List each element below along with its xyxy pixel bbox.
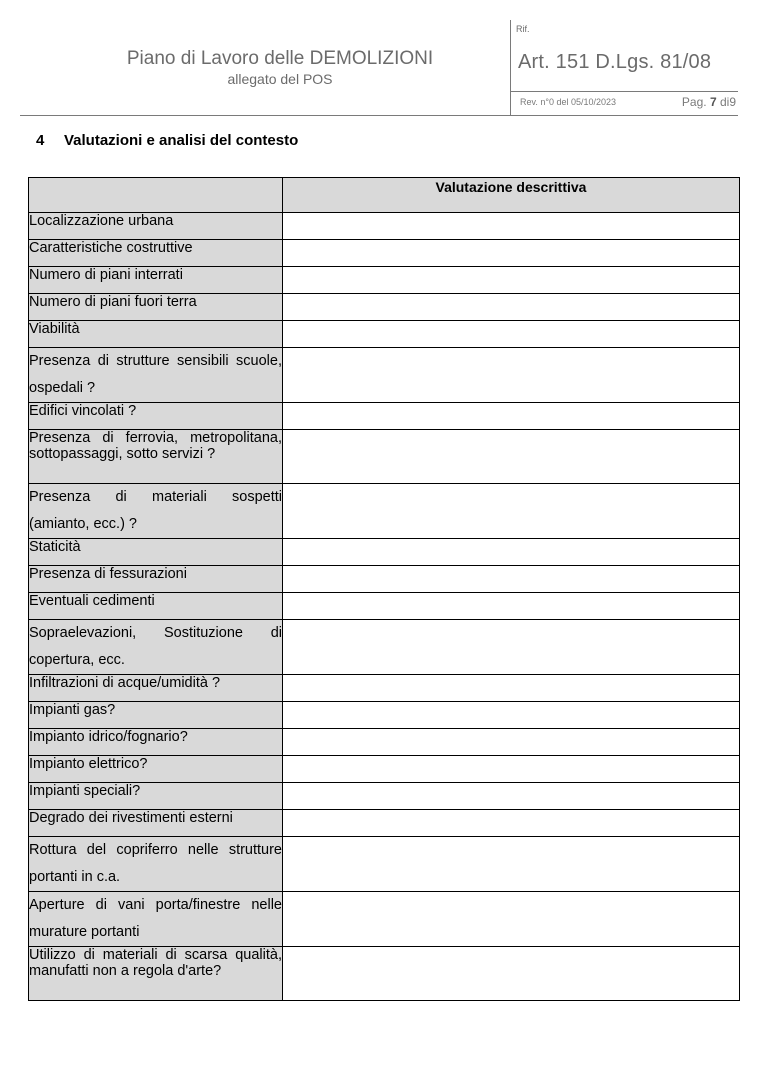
- table-row: [29, 321, 740, 348]
- table-row: [29, 430, 740, 484]
- table-row: [29, 675, 740, 702]
- row-label: Viabilità: [29, 321, 283, 348]
- table-row: [29, 892, 740, 947]
- page-number: [682, 95, 736, 109]
- revision-info: Rev. n°0 del 05/10/2023: [520, 97, 617, 107]
- row-label: Impianto elettrico?: [29, 756, 283, 783]
- row-label: Localizzazione urbana: [29, 213, 283, 240]
- row-value-cell[interactable]: [283, 892, 740, 947]
- table-row: [29, 702, 740, 729]
- table-row: [29, 837, 740, 892]
- row-label: Presenza di strutture sensibili scuole, ospedali ?: [29, 348, 283, 403]
- section-title: Valutazioni e analisi del contesto: [64, 132, 299, 149]
- context-evaluation-table: [28, 177, 740, 1001]
- row-label: Presenza di fessurazioni: [29, 566, 283, 593]
- row-label: Edifici vincolati ?: [29, 403, 283, 430]
- row-value-cell[interactable]: [283, 267, 740, 294]
- row-value-cell[interactable]: [283, 348, 740, 403]
- section-number: 4: [36, 132, 45, 149]
- row-label: Rottura del copriferro nelle strutture portanti in c.a.: [29, 837, 283, 892]
- row-label: Presenza di materiali sospetti (amianto, ecc.) ?: [29, 484, 283, 539]
- row-label: Eventuali cedimenti: [29, 593, 283, 620]
- row-label: Aperture di vani porta/finestre nelle murature portanti: [29, 892, 283, 947]
- row-value-cell[interactable]: [283, 539, 740, 566]
- table-row: [29, 620, 740, 675]
- table-header-row: [29, 178, 740, 213]
- row-value-cell[interactable]: [283, 566, 740, 593]
- page-total: 9: [729, 95, 736, 109]
- table-row: [29, 403, 740, 430]
- table-row: [29, 593, 740, 620]
- page-prefix: Pag.: [681, 95, 707, 109]
- column-header-label: [29, 178, 283, 213]
- table-row: [29, 213, 740, 240]
- row-value-cell[interactable]: [283, 675, 740, 702]
- table-row: [29, 810, 740, 837]
- document-subtitle: allegato del POS: [227, 71, 333, 87]
- table-row: [29, 539, 740, 566]
- page-sep: di: [719, 95, 730, 109]
- page-current: 7: [709, 95, 717, 109]
- row-value-cell[interactable]: [283, 240, 740, 267]
- table-row: [29, 294, 740, 321]
- row-value-cell[interactable]: [283, 213, 740, 240]
- row-value-cell[interactable]: [283, 947, 740, 1001]
- row-value-cell[interactable]: [283, 783, 740, 810]
- article-reference: Art. 151 D.Lgs. 81/08: [518, 51, 712, 73]
- row-value-cell[interactable]: [283, 702, 740, 729]
- row-value-cell[interactable]: [283, 837, 740, 892]
- document-title: Piano di Lavoro delle DEMOLIZIONI: [126, 48, 434, 69]
- table-row: [29, 947, 740, 1001]
- row-value-cell[interactable]: [283, 593, 740, 620]
- table-row: [29, 348, 740, 403]
- table-row: [29, 267, 740, 294]
- table-row: [29, 783, 740, 810]
- row-label: Impianti speciali?: [29, 783, 283, 810]
- header-divider-mid: [511, 91, 738, 92]
- row-label: Impianti gas?: [29, 702, 283, 729]
- row-value-cell[interactable]: [283, 756, 740, 783]
- row-label: Degrado dei rivestimenti esterni: [29, 810, 283, 837]
- row-value-cell[interactable]: [283, 321, 740, 348]
- row-label: Presenza di ferrovia, metropolitana, sottopassaggi, sotto servizi ?: [29, 430, 283, 484]
- header-divider-bottom: [20, 115, 738, 116]
- section-heading: [36, 132, 298, 149]
- row-value-cell[interactable]: [283, 810, 740, 837]
- table-row: [29, 566, 740, 593]
- row-value-cell[interactable]: [283, 430, 740, 484]
- row-value-cell[interactable]: [283, 729, 740, 756]
- row-label: Utilizzo di materiali di scarsa qualità, manufatti non a regola d'arte?: [29, 947, 283, 1001]
- row-value-cell[interactable]: [283, 294, 740, 321]
- row-label: Numero di piani interrati: [29, 267, 283, 294]
- column-header-evaluation: Valutazione descrittiva: [283, 178, 740, 213]
- row-label: Impianto idrico/fognario?: [29, 729, 283, 756]
- row-label: Caratteristiche costruttive: [29, 240, 283, 267]
- row-value-cell[interactable]: [283, 484, 740, 539]
- reference-label: Rif.: [516, 24, 530, 34]
- row-label: Numero di piani fuori terra: [29, 294, 283, 321]
- row-value-cell[interactable]: [283, 620, 740, 675]
- table-row: [29, 756, 740, 783]
- table-row: [29, 240, 740, 267]
- header-divider-vertical: [510, 20, 511, 115]
- row-value-cell[interactable]: [283, 403, 740, 430]
- table-row: [29, 484, 740, 539]
- row-label: Infiltrazioni di acque/umidità ?: [29, 675, 283, 702]
- row-label: Staticità: [29, 539, 283, 566]
- table-row: [29, 729, 740, 756]
- row-label: Sopraelevazioni, Sostituzione di copertura, ecc.: [29, 620, 283, 675]
